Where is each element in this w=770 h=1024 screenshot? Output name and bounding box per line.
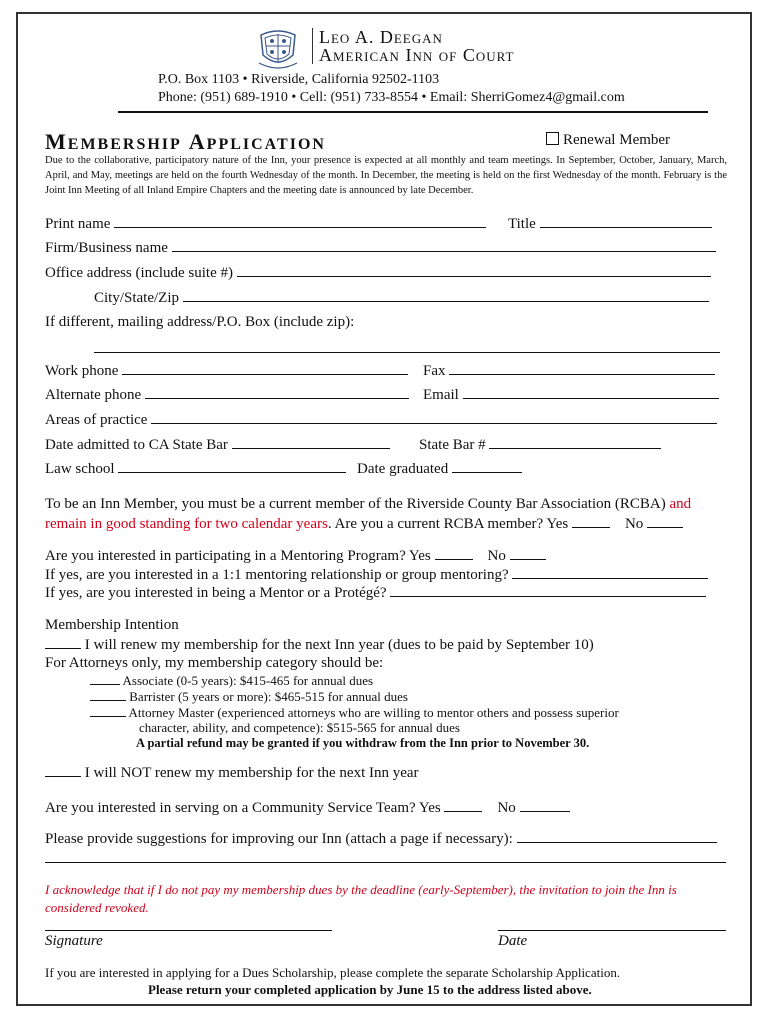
date-admitted-label: Date admitted to CA State Bar [45,437,228,453]
law-school-field[interactable] [45,460,346,478]
suggestions-extra-line[interactable] [45,862,726,863]
community-no-input[interactable] [520,799,570,812]
fax-label: Fax [423,363,446,379]
alt-phone-input[interactable] [145,386,409,399]
renewal-member-label: Renewal Member [563,132,671,148]
print-name-field[interactable] [45,215,486,233]
associate-option[interactable]: Associate (0-5 years): $415-465 for annual dues [90,672,373,689]
rcba-line2[interactable]: remain in good standing for two calendar years. Are you a current RCBA member? Yes No [45,515,683,533]
title-field[interactable] [508,215,712,233]
date-line[interactable] [498,930,726,931]
acknowledge-text: I acknowledge that if I do not pay my membership dues by the deadline (early-September), the invitation to join the Inn is considered revoked. [45,882,677,915]
date-graduated-label: Date graduated [357,461,449,477]
alt-phone-field[interactable] [45,386,409,404]
signature-label: Signature [45,933,103,949]
barrister-input[interactable] [90,688,126,701]
areas-of-practice-input[interactable] [151,411,717,424]
mailing-address-label: If different, mailing address/P.O. Box (include zip): [45,314,355,330]
page-title: MEMBERSHIP APPLICATION [45,129,326,154]
office-address-label: Office address (include suite #) [45,265,233,281]
mentor-protege-input[interactable] [390,584,706,597]
title-input[interactable] [540,215,712,228]
not-renew-option[interactable]: I will NOT renew my membership for the next Inn year [45,764,419,782]
office-address-field[interactable] [45,264,711,282]
mentoring-q2[interactable]: If yes, are you interested in a 1:1 mentoring relationship or group mentoring? [45,566,708,584]
barrister-option[interactable]: Barrister (5 years or more): $465-515 for annual dues [90,688,408,705]
rcba-red-and: and [669,496,692,512]
city-state-zip-field[interactable] [94,289,709,307]
scholarship-note: If you are interested in applying for a Dues Scholarship, please complete the separate Scholarship Application. [45,965,621,980]
firm-input[interactable] [172,239,716,252]
email-input[interactable] [463,386,719,399]
associate-input[interactable] [90,672,120,685]
areas-of-practice-label: Areas of practice [45,412,148,428]
work-phone-label: Work phone [45,363,119,379]
mailing-address-input[interactable] [94,340,720,358]
city-state-zip-label: City/State/Zip [94,290,179,306]
mentoring-q1[interactable]: Are you interested in participating in a Mentoring Program? Yes No [45,547,546,565]
community-yes-input[interactable] [444,799,482,812]
title-label: Title [508,216,536,232]
rcba-line1: To be an Inn Member, you must be a current member of the Riverside County Bar Association (RCBA) and [45,496,692,512]
category-label: For Attorneys only, my membership category should be: [45,655,384,671]
work-phone-field[interactable] [45,362,408,380]
org-address: P.O. Box 1103 • Riverside, California 92502-1103 [158,72,440,87]
firm-field[interactable] [45,239,716,257]
renewal-member-checkbox[interactable] [546,132,670,149]
firm-label: Firm/Business name [45,240,168,256]
master-input[interactable] [90,704,126,717]
org-name [312,28,514,64]
state-bar-input[interactable] [489,436,661,449]
renew-input[interactable] [45,636,81,649]
org-contact: Phone: (951) 689-1910 • Cell: (951) 733-8554 • Email: SherriGomez4@gmail.com [158,90,625,105]
rcba-yes-input[interactable] [572,515,610,528]
mentoring-yes-input[interactable] [435,547,473,560]
mentoring-type-input[interactable] [512,566,708,579]
email-field[interactable] [423,386,719,404]
fax-input[interactable] [449,362,715,375]
state-bar-field[interactable] [419,436,661,454]
master-option-line2: character, ability, and competence): $515-565 for annual dues [139,720,460,735]
rcba-red-standing: remain in good standing for two calendar years [45,516,328,532]
return-note: Please return your completed application by June 15 to the address listed above. [148,982,592,997]
signature-line[interactable] [45,930,332,931]
areas-of-practice-field[interactable] [45,411,717,429]
refund-note: A partial refund may be granted if you withdraw from the Inn prior to November 30. [136,736,590,750]
org-name-line1: Leo A. Deegan [319,27,443,47]
intro-paragraph: Due to the collaborative, participatory nature of the Inn, your presence is expected at all monthly and team meetings. In September, October, January, March, April, and May, meetings are held on the fourth Wednesday of the month. In December, the meeting is held on the first Wednesday of the month. February is the Joint Inn Meeting of all Inland Empire Chapters and the meeting date is announced by late December. [45,155,727,196]
master-option[interactable]: Attorney Master (experienced attorneys who are willing to mentor others and possess superior [90,704,619,721]
city-state-zip-input[interactable] [183,289,709,302]
state-bar-label: State Bar # [419,437,486,453]
suggestions-field[interactable]: Please provide suggestions for improving our Inn (attach a page if necessary): [45,830,717,848]
date-label: Date [498,933,528,949]
date-graduated-input[interactable] [452,460,522,473]
email-label: Email [423,387,459,403]
community-service-q[interactable]: Are you interested in serving on a Community Service Team? Yes No [45,799,570,817]
renew-option[interactable]: I will renew my membership for the next Inn year (dues to be paid by September 10) [45,636,594,654]
checkbox-icon[interactable] [546,132,559,145]
suggestions-input[interactable] [517,830,717,843]
print-name-label: Print name [45,216,111,232]
office-address-input[interactable] [237,264,711,277]
not-renew-input[interactable] [45,764,81,777]
intention-heading: Membership Intention [45,617,179,633]
header-divider [118,111,708,113]
alt-phone-label: Alternate phone [45,387,142,403]
date-admitted-field[interactable] [45,436,390,454]
work-phone-input[interactable] [122,362,408,375]
mentoring-no-input[interactable] [510,547,546,560]
law-school-input[interactable] [118,460,346,473]
print-name-input[interactable] [114,215,486,228]
rcba-no-input[interactable] [647,515,683,528]
date-graduated-field[interactable] [357,460,522,478]
fax-field[interactable] [423,362,715,380]
coat-of-arms-icon [257,27,299,71]
mentoring-q3[interactable]: If yes, are you interested in being a Mentor or a Protégé? [45,584,706,602]
date-admitted-input[interactable] [232,436,390,449]
law-school-label: Law school [45,461,115,477]
org-name-line2: American Inn of Court [319,45,515,65]
